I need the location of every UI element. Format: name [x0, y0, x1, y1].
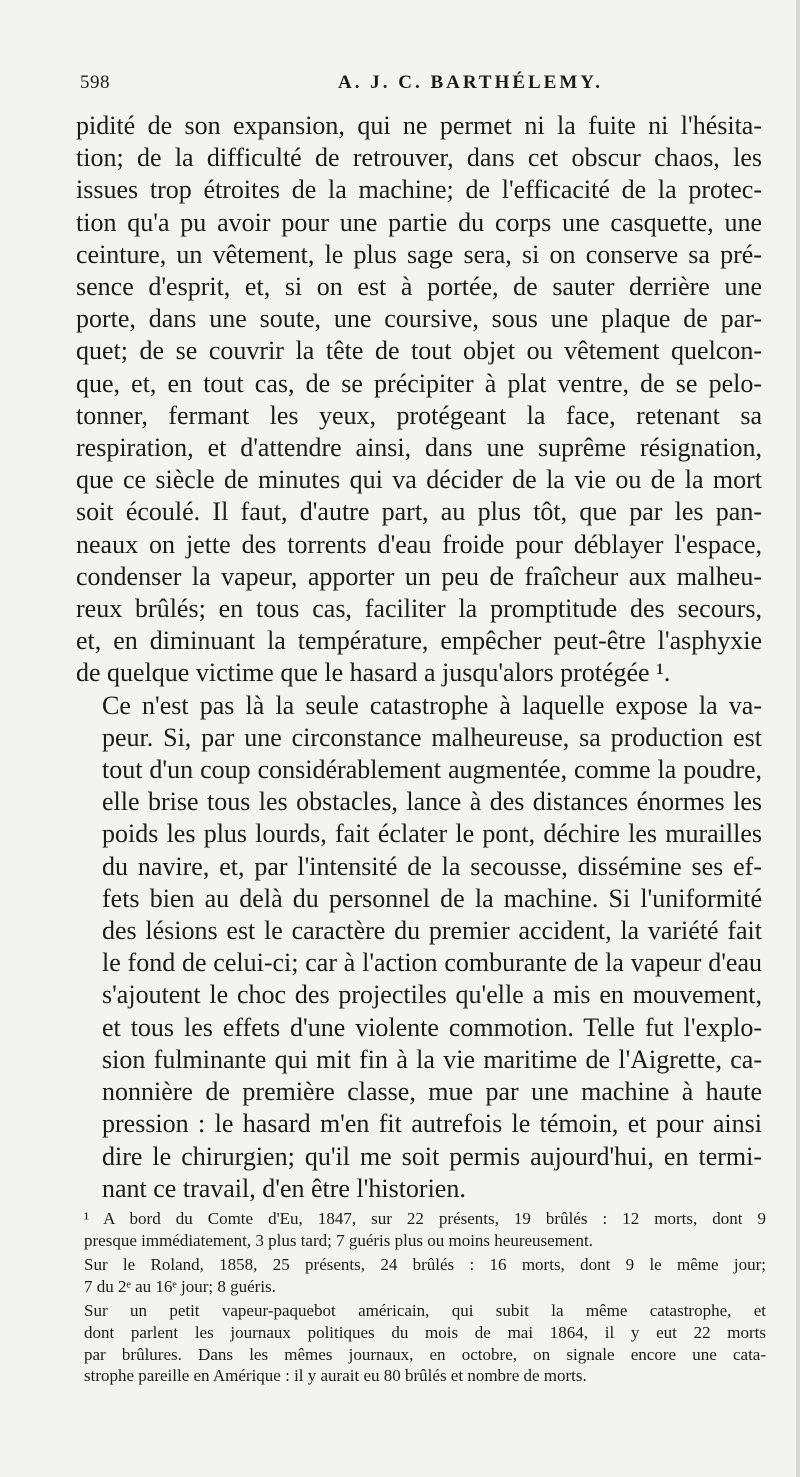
- text-line: issues trop étroites de la machine; de l'efficacité de la protec-: [76, 175, 762, 205]
- text-line: elle brise tous les obstacles, lance à des distances énormes les: [102, 787, 762, 817]
- text-line: nant ce travail, d'en être l'historien.: [102, 1173, 466, 1203]
- text-line: pression : le hasard m'en fit autrefois le témoin, et pour ainsi: [102, 1109, 762, 1139]
- page-number: 598: [80, 72, 110, 93]
- text-line: le fond de celui-ci; car à l'action comburante de la vapeur d'eau: [102, 948, 762, 978]
- text-line: neaux on jette des torrents d'eau froide pour déblayer l'espace,: [76, 529, 762, 559]
- text-line: tout d'un coup considérablement augmentée, comme la poudre,: [102, 755, 762, 785]
- footnote-line: presque immédiatement, 3 plus tard; 7 guéris plus ou moins heureusement.: [84, 1230, 593, 1250]
- text-line: soit écoulé. Il faut, d'autre part, au plus tôt, que par les pan-: [76, 497, 762, 527]
- text-line: et, en diminuant la température, empêcher peut-être l'asphyxie: [76, 626, 762, 656]
- text-line: et tous les effets d'une violente commotion. Telle fut l'explo-: [102, 1012, 762, 1042]
- text-line: quet; de se couvrir la tête de tout objet ou vêtement quelcon-: [76, 336, 762, 366]
- footnote-line: par brûlures. Dans les mêmes journaux, en octobre, on signale encore une cata-: [84, 1344, 766, 1364]
- body-text: [76, 110, 762, 1205]
- text-line: dire le chirurgien; qu'il me soit permis aujourd'hui, en termi-: [102, 1141, 762, 1171]
- text-line: condenser la vapeur, apporter un peu de fraîcheur aux malheu-: [76, 561, 762, 591]
- text-line: fets bien au delà du personnel de la machine. Si l'uniformité: [102, 883, 762, 913]
- paragraph-1: [76, 110, 762, 690]
- text-line: tion qu'a pu avoir pour une partie du corps une casquette, une: [76, 207, 762, 237]
- footnote-line: 7 du 2ᵉ au 16ᵉ jour; 8 guéris.: [84, 1276, 276, 1296]
- footnote-line: ¹ A bord du Comte d'Eu, 1847, sur 22 présents, 19 brûlés : 12 morts, dont 9: [84, 1209, 766, 1228]
- text-line: sence d'esprit, et, si on est à portée, de sauter derrière une: [76, 272, 762, 302]
- text-line: respiration, et d'attendre ainsi, dans une suprême résignation,: [76, 433, 762, 463]
- running-head: [80, 72, 760, 102]
- footnote-line: Sur un petit vapeur-paquebot américain, qui subit la même catastrophe, et: [84, 1301, 766, 1321]
- footnote-line: dont parlent les journaux politiques du mois de mai 1864, il y eut 22 morts: [84, 1322, 766, 1342]
- footnote-3: [66, 1300, 766, 1386]
- text-line: ceinture, un vêtement, le plus sage sera, si on conserve sa pré-: [76, 239, 762, 269]
- footnote-2: [66, 1254, 766, 1297]
- text-line: que, et, en tout cas, de se précipiter à plat ventre, de se pelo-: [76, 368, 762, 398]
- text-line: poids les plus lourds, fait éclater le pont, déchire les murailles: [102, 819, 762, 849]
- running-title: A. J. C. BARTHÉLEMY.: [338, 72, 604, 93]
- footnote-line: Sur le Roland, 1858, 25 présents, 24 brûlés : 16 morts, dont 9 le même jour;: [84, 1255, 766, 1275]
- text-line: sion fulminante qui mit fin à la vie maritime de l'Aigrette, ca-: [102, 1044, 762, 1074]
- text-line: porte, dans une soute, une coursive, sous une plaque de par-: [76, 304, 762, 334]
- text-line: tonner, fermant les yeux, protégeant la face, retenant sa: [76, 400, 762, 430]
- footnote-line: strophe pareille en Amérique : il y aurait eu 80 brûlés et nombre de morts.: [84, 1366, 587, 1386]
- text-line: que ce siècle de minutes qui va décider de la vie ou de la mort: [76, 465, 762, 495]
- footnotes: [66, 1208, 766, 1390]
- text-line: Ce n'est pas là la seule catastrophe à laquelle expose la va-: [102, 690, 762, 720]
- text-line: peur. Si, par une circonstance malheureuse, sa production est: [102, 722, 762, 752]
- text-line: tion; de la difficulté de retrouver, dans cet obscur chaos, les: [76, 143, 762, 173]
- text-line: du navire, et, par l'intensité de la secousse, dissémine ses ef-: [102, 851, 762, 881]
- text-line: de quelque victime que le hasard a jusqu'alors protégée ¹.: [76, 658, 671, 688]
- text-line: nonnière de première classe, mue par une machine à haute: [102, 1077, 762, 1107]
- footnote-1: [66, 1208, 766, 1251]
- page-edge-shadow: [796, 0, 800, 1477]
- paragraph-2: [76, 690, 762, 1205]
- text-line: s'ajoutent le choc des projectiles qu'elle a mis en mouvement,: [102, 980, 762, 1010]
- text-line: pidité de son expansion, qui ne permet ni la fuite ni l'hésita-: [76, 111, 762, 140]
- text-line: reux brûlés; en tous cas, faciliter la promptitude des secours,: [76, 594, 762, 624]
- text-line: des lésions est le caractère du premier accident, la variété fait: [102, 916, 762, 946]
